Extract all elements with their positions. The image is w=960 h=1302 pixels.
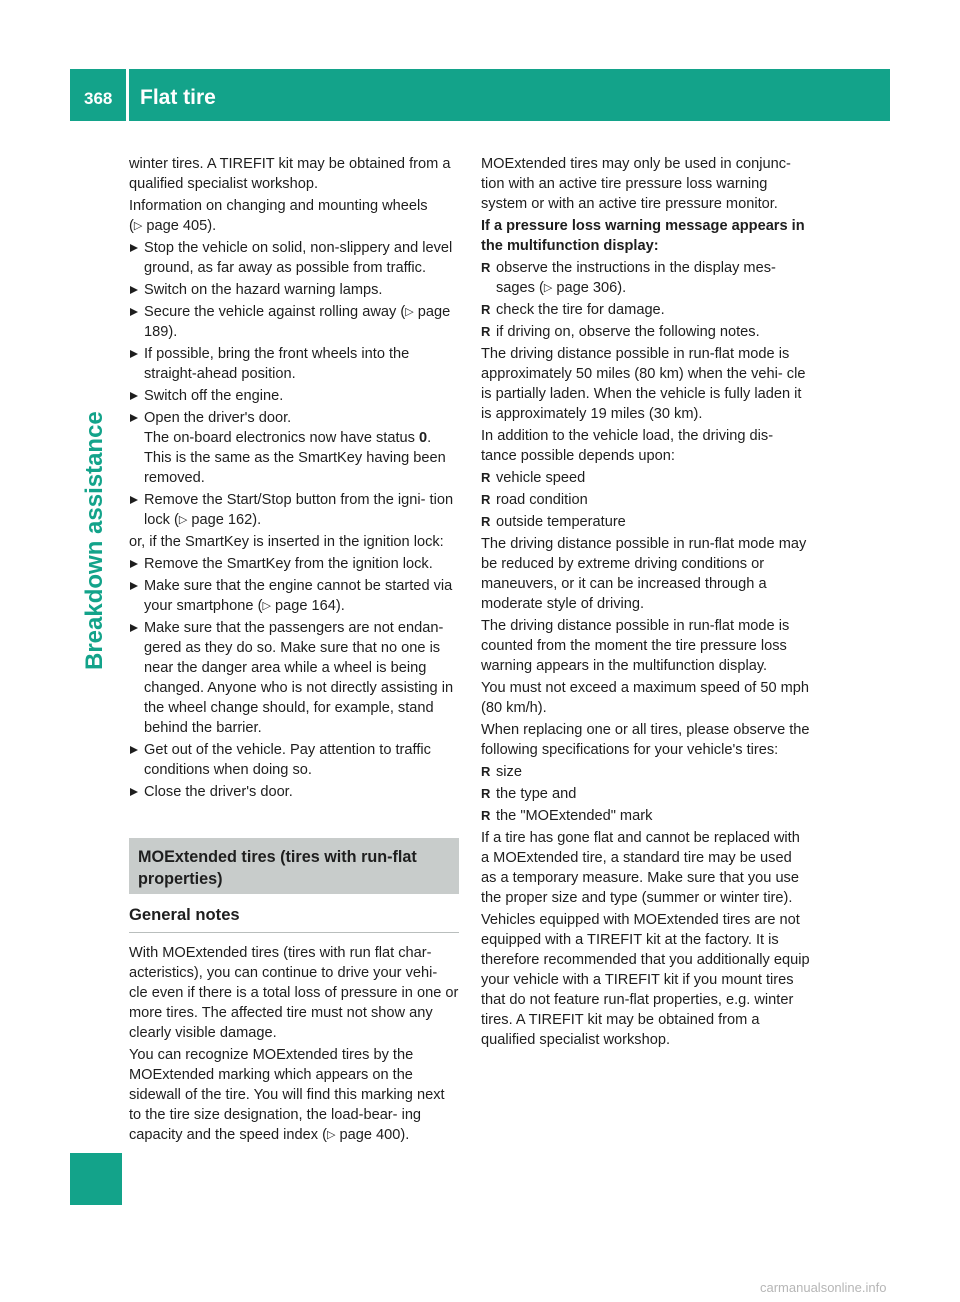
- page-ref[interactable]: page 405).: [146, 218, 217, 234]
- paragraph: You must not exceed a maximum speed of 50 mph (80 km/h).: [481, 680, 810, 716]
- step-item: Close the driver's door.: [129, 782, 459, 802]
- page-number: 368: [84, 89, 113, 108]
- section-title: Flat tire: [140, 86, 216, 109]
- list-item: R size: [481, 764, 522, 780]
- paragraph: The driving distance possible in run-flat mode may be reduced by extreme driving conditions or maneuvers, or it can be increased through a moderate style of driving.: [481, 536, 807, 612]
- section-heading-box: MOExtended tires (tires with run-flat properties): [129, 838, 459, 894]
- bullet-mark: R: [481, 470, 491, 485]
- paragraph: winter tires. A TIREFIT kit may be obtained from a qualified specialist workshop.: [129, 156, 451, 192]
- bullet-mark: R: [481, 808, 491, 823]
- list-item: R if driving on, observe the following notes.: [481, 324, 760, 340]
- step-item: Remove the SmartKey from the ignition lock.: [129, 554, 459, 574]
- paragraph: With MOExtended tires (tires with run flat char- acteristics), you can continue to drive your vehi- cle even if there is a total loss of pressure in one or more tires. The affected tire must not show any clearly visible damage.: [129, 945, 459, 1041]
- paragraph: When replacing one or all tires, please observe the following specifications for your vehicle's tires:: [481, 722, 810, 758]
- page-ref[interactable]: page 162).: [191, 512, 262, 528]
- bullet-mark: R: [481, 324, 491, 339]
- sidebar-chapter-label: Breakdown assistance: [81, 411, 108, 670]
- list-item: R observe the instructions in the display mes- sages (▷ page 306).: [481, 260, 776, 296]
- paragraph: The driving distance possible in run-flat mode is counted from the moment the tire pressure loss warning appears in the multifunction display.: [481, 618, 790, 674]
- step-item: Remove the Start/Stop button from the igni- tion lock (▷ page 162).: [129, 490, 459, 530]
- subsection-heading: General notes: [129, 905, 459, 933]
- list-item: R the type and: [481, 786, 577, 802]
- paragraph: In addition to the vehicle load, the driving dis- tance possible depends upon:: [481, 428, 774, 464]
- step-item: Get out of the vehicle. Pay attention to traffic conditions when doing so.: [129, 740, 459, 780]
- list-item: R outside temperature: [481, 514, 626, 530]
- watermark: carmanualsonline.info: [760, 1280, 887, 1295]
- bullet-mark: R: [481, 764, 491, 779]
- page-ref-arrow-icon: ▷: [326, 1129, 336, 1141]
- page-ref[interactable]: page 306).: [556, 280, 627, 296]
- list-item: R vehicle speed: [481, 470, 586, 486]
- sidebar-tab-marker: [70, 1153, 122, 1205]
- step-item: If possible, bring the front wheels into the straight-ahead position.: [129, 344, 459, 384]
- right-column: [481, 154, 811, 1052]
- list-item: R road condition: [481, 492, 588, 508]
- paragraph: If a tire has gone flat and cannot be replaced with a MOExtended tire, a standard tire may be used as a temporary measure. Make sure that you use the proper size and type (summer or winter tire).: [481, 830, 800, 906]
- bullet-mark: R: [481, 492, 491, 507]
- paragraph: or, if the SmartKey is inserted in the ignition lock:: [129, 534, 444, 550]
- page-ref-arrow-icon: ▷: [543, 282, 553, 294]
- paragraph: You can recognize MOExtended tires by the MOExtended marking which appears on the sidewall of the tire. You will find this marking next to the tire size designation, the load-bear- ing capacity and the speed index (▷ page 400).: [129, 1047, 445, 1143]
- step-item: Make sure that the engine cannot be started via your smartphone (▷ page 164).: [129, 576, 459, 616]
- step-item: Stop the vehicle on solid, non-slippery and level ground, as far away as possible from traffic.: [129, 238, 459, 278]
- page-ref-arrow-icon: ▷: [262, 600, 271, 612]
- bullet-mark: R: [481, 514, 491, 529]
- step-item: Secure the vehicle against rolling away (▷ page 189).: [129, 302, 459, 342]
- list-item: R check the tire for damage.: [481, 302, 665, 318]
- step-item: Switch off the engine.: [129, 386, 459, 406]
- step-item: Open the driver's door. The on-board electronics now have status 0. This is the same as the SmartKey having been removed.: [129, 408, 459, 488]
- page-ref-arrow-icon: ▷: [178, 514, 188, 526]
- step-item: Make sure that the passengers are not endan- gered as they do so. Make sure that no one is near the danger area while a wheel is being changed. Anyone who is not directly assisting in the wheel change should, for example, stand behind the barrier.: [129, 618, 459, 738]
- page-ref[interactable]: page 189).: [144, 304, 451, 340]
- paragraph: Information on changing and mounting wheels (▷ page 405).: [129, 198, 428, 234]
- paragraph: The driving distance possible in run-flat mode is approximately 50 miles (80 km) when the vehi- cle is partially laden. When the vehicle is fully laden it is approximately 19 miles (30 km).: [481, 346, 806, 422]
- header-divider: [126, 69, 129, 121]
- status-value: 0: [419, 430, 428, 446]
- paragraph: Vehicles equipped with MOExtended tires are not equipped with a TIREFIT kit at the factory. It is therefore recommended that you additionally equip your vehicle with a TIREFIT kit if you mount tires that do not feature run-flat properties, e.g. winter tires. A TIREFIT kit may be obtained from a qualified specialist workshop.: [481, 912, 810, 1048]
- bullet-mark: R: [481, 260, 491, 275]
- step-item: Switch on the hazard warning lamps.: [129, 280, 459, 300]
- left-column: [129, 154, 459, 1147]
- bold-heading: If a pressure loss warning message appears in the multifunction display:: [481, 218, 805, 254]
- page-ref-arrow-icon: ▷: [133, 220, 143, 232]
- bullet-mark: R: [481, 302, 491, 317]
- page-ref[interactable]: page 400).: [339, 1127, 410, 1143]
- list-item: R the "MOExtended" mark: [481, 808, 653, 824]
- bullet-mark: R: [481, 786, 491, 801]
- page-ref-arrow-icon: ▷: [405, 306, 414, 318]
- paragraph: MOExtended tires may only be used in conjunc- tion with an active tire pressure loss warning system or with an active tire pressure monitor.: [481, 156, 791, 212]
- page-ref[interactable]: page 164).: [274, 598, 345, 614]
